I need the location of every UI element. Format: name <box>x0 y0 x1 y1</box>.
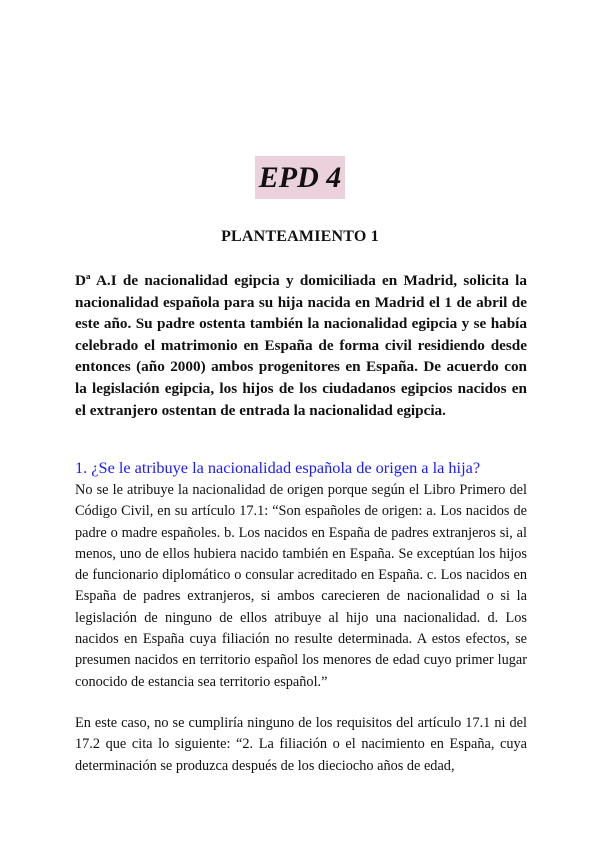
answer-paragraph-continued: En este caso, no se cumpliría ninguno de los requisitos del artículo 17.1 ni del 17.2 que cita lo siguiente: “2. La filiación o el nacimiento en España, cuya determinación se produzca después de los dieciocho años de edad, <box>75 715 527 774</box>
question-heading: 1. ¿Se le atribuye la nacionalidad española de origen a la hija? <box>75 458 481 477</box>
answer-paragraph: No se le atribuye la nacionalidad de origen porque según el Libro Primero del Código Civil, en su artículo 17.1: “Son españoles de origen: a. Los nacidos de padre o madre españoles. b. Los nacidos en España de padres extranjeros si, al menos, uno de ellos hubiera nacido también en España. Se exceptúan los hijos de funcionario diplomático o consular acreditado en España. c. Los nacidos en España de padres extranjeros, si ambos carecieren de nacionalidad o si la legislación de ninguno de ellos atribuye al hijo una nacionalidad. d. Los nacidos en España cuya filiación no resulte determinada. A estos efectos, se presumen nacidos en territorio español los menores de edad cuyo primer lugar conocido de estancia sea territorio español.” <box>75 482 527 690</box>
section-heading: PLANTEAMIENTO 1 <box>221 228 379 245</box>
case-statement-paragraph: Dª A.I de nacionalidad egipcia y domiciliada en Madrid, solicita la nacionalidad española para su hija nacida en Madrid el 1 de abril de este año. Su padre ostenta también la nacionalidad egipcia y se había celebrado el matrimonio en España de forma civil residiendo desde entonces (año 2000) ambos progenitores en España. De acuerdo con la legislación egipcia, los hijos de los ciudadanos egipcios nacidos en el extranjero ostentan de entrada la nacionalidad egipcia. <box>75 272 527 419</box>
title-container <box>0 156 600 199</box>
document-title: EPD 4 <box>255 156 346 199</box>
